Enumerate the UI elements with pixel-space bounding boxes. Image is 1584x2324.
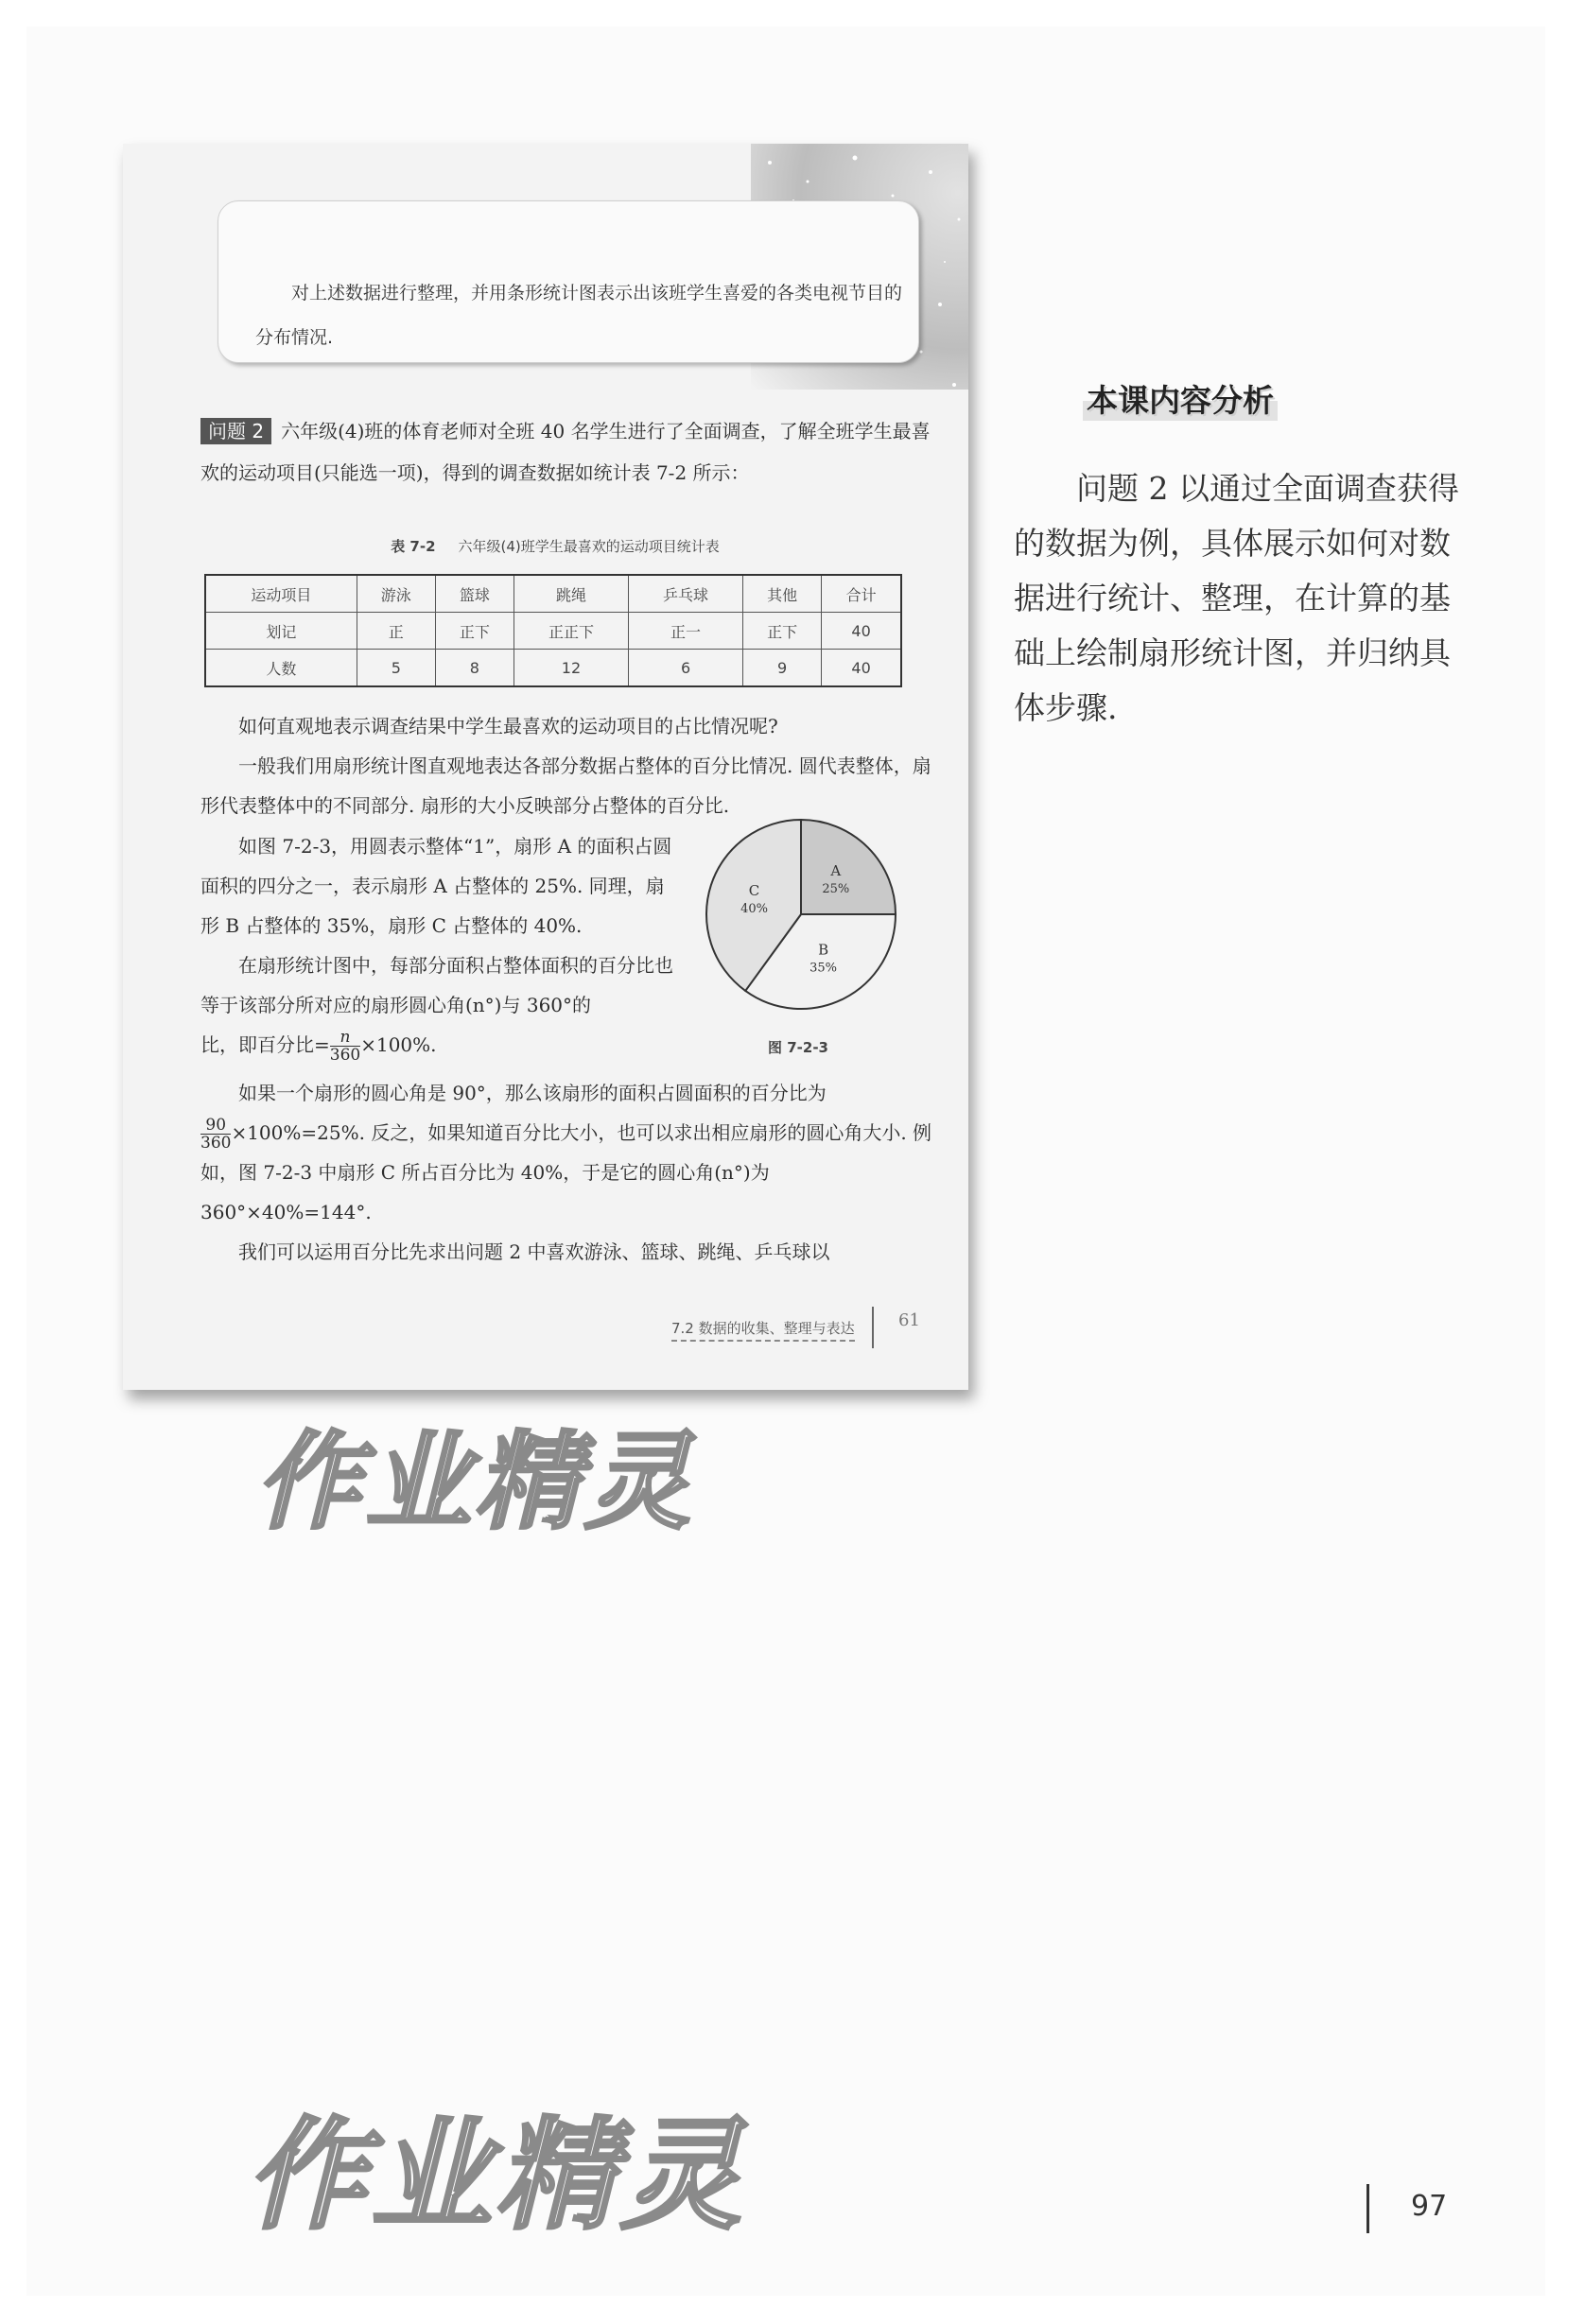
- body-text-bottom: [200, 1073, 938, 1272]
- table-cell: 划记: [205, 613, 357, 650]
- table-header-cell: 跳绳: [513, 575, 628, 613]
- table-cell: 6: [629, 650, 743, 687]
- table-cell: 5: [357, 650, 435, 687]
- paragraph-4: 在扇形统计图中，每部分面积占整体面积的百分比也等于该部分所对应的扇形圆心角(n°)与 360°的: [200, 954, 673, 1016]
- fraction-90-360: $\frac{90}{360}$: [200, 1116, 232, 1153]
- table-cell: 正一: [629, 613, 743, 650]
- percent-formula: 比，即百分比= $\frac{n}{360}$ ×100%.: [200, 1028, 437, 1065]
- table-cell: 正下: [743, 613, 822, 650]
- table-row: [205, 650, 901, 687]
- table-header-cell: 合计: [822, 575, 901, 613]
- table-caption: [200, 536, 910, 556]
- table-header-cell: 运动项目: [205, 575, 357, 613]
- page-number: 97: [1411, 2190, 1448, 2223]
- table-cell: 12: [513, 650, 628, 687]
- table-header-cell: 游泳: [357, 575, 435, 613]
- table-cell: 正: [357, 613, 435, 650]
- table-cell: 8: [435, 650, 513, 687]
- paragraph-6: 我们可以运用百分比先求出问题 2 中喜欢游泳、篮球、跳绳、乒乓球以: [238, 1240, 830, 1263]
- table-header-row: [205, 575, 901, 613]
- paragraph-1: 如何直观地表示调查结果中学生最喜欢的运动项目的占比情况呢?: [238, 715, 778, 737]
- table-cell: 40: [822, 650, 901, 687]
- table-cell: 正下: [435, 613, 513, 650]
- figure-caption: 图 7-2-3: [768, 1039, 828, 1056]
- page-number-divider: [1366, 2184, 1369, 2233]
- pie-label-c: C: [748, 881, 760, 899]
- body-text-left: [200, 826, 683, 1065]
- pie-value-b: 35%: [809, 961, 838, 976]
- paragraph-2: 一般我们用扇形统计图直观地表达各部分数据占整体的百分比情况. 圆代表整体，扇形代表整体中的不同部分. 扇形的大小反映部分占整体的百分比.: [200, 754, 931, 817]
- paragraph-3: 如图 7-2-3，用圆表示整体“1”，扇形 A 的面积占圆面积的四分之一，表示扇形 A 占整体的 25%. 同理，扇形 B 占整体的 35%，扇形 C 占整体的 40%.: [200, 835, 672, 937]
- pie-label-a: A: [830, 862, 842, 880]
- pie-value-a: 25%: [822, 882, 850, 897]
- table-cell: 40: [822, 613, 901, 650]
- pie-value-c: 40%: [740, 901, 768, 916]
- pie-chart: [702, 815, 910, 1061]
- problem-2: [200, 410, 948, 494]
- table-row: [205, 613, 901, 650]
- sports-stat-table: [204, 574, 902, 687]
- table-header-cell: 乒乓球: [629, 575, 743, 613]
- table-header-cell: 其他: [743, 575, 822, 613]
- table-cell: 正正下: [513, 613, 628, 650]
- section-footer: 7.2 数据的收集、整理与表达: [671, 1318, 855, 1342]
- exercise-text: 对上述数据进行整理，并用条形统计图表示出该班学生喜爱的各类电视节目的分布情况.: [255, 283, 903, 348]
- pie-slice-a: [801, 820, 896, 914]
- body-text-top: [200, 706, 938, 825]
- side-analysis-text: 问题 2 以通过全面调查获得的数据为例，具体展示如何对数据进行统计、整理，在计算的基础上绘制扇形统计图，并归纳具体步骤.: [1014, 470, 1459, 726]
- table-cell: 人数: [205, 650, 357, 687]
- textbook-scan: [123, 144, 968, 1390]
- paragraph-5: 如果一个扇形的圆心角是 90°，那么该扇形的面积占圆面积的百分比为: [238, 1082, 827, 1104]
- table-caption-num: 表 7-2: [391, 538, 436, 555]
- paragraph-5b: $\frac{90}{360}$ ×100%=25%. 反之，如果知道百分比大小，也可以求出相应扇形的圆心角大小. 例如，图 7-2-3 中扇形 C 所占百分比为 40%，于是它的圆心角(n°)为 360°×40%=144°.: [200, 1116, 932, 1223]
- footer-divider: [872, 1307, 874, 1348]
- watermark-top: 作业精灵: [255, 1421, 694, 1544]
- scan-page-number: 61: [898, 1310, 920, 1330]
- table-header-cell: 篮球: [435, 575, 513, 613]
- pie-label-b: B: [818, 941, 829, 959]
- side-title: 本课内容分析: [1083, 376, 1278, 421]
- table-caption-text: 六年级(4)班学生最喜欢的运动项目统计表: [458, 538, 720, 555]
- problem-tag: 问题 2: [200, 418, 271, 444]
- table-cell: 9: [743, 650, 822, 687]
- watermark-bottom: 作业精灵: [246, 2106, 746, 2246]
- problem-text: 六年级(4)班的体育老师对全班 40 名学生进行了全面调查，了解全班学生最喜欢的运动项目(只能选一项)，得到的调查数据如统计表 7-2 所示：: [200, 420, 931, 484]
- fraction-n-360: $\frac{n}{360}$: [329, 1028, 361, 1065]
